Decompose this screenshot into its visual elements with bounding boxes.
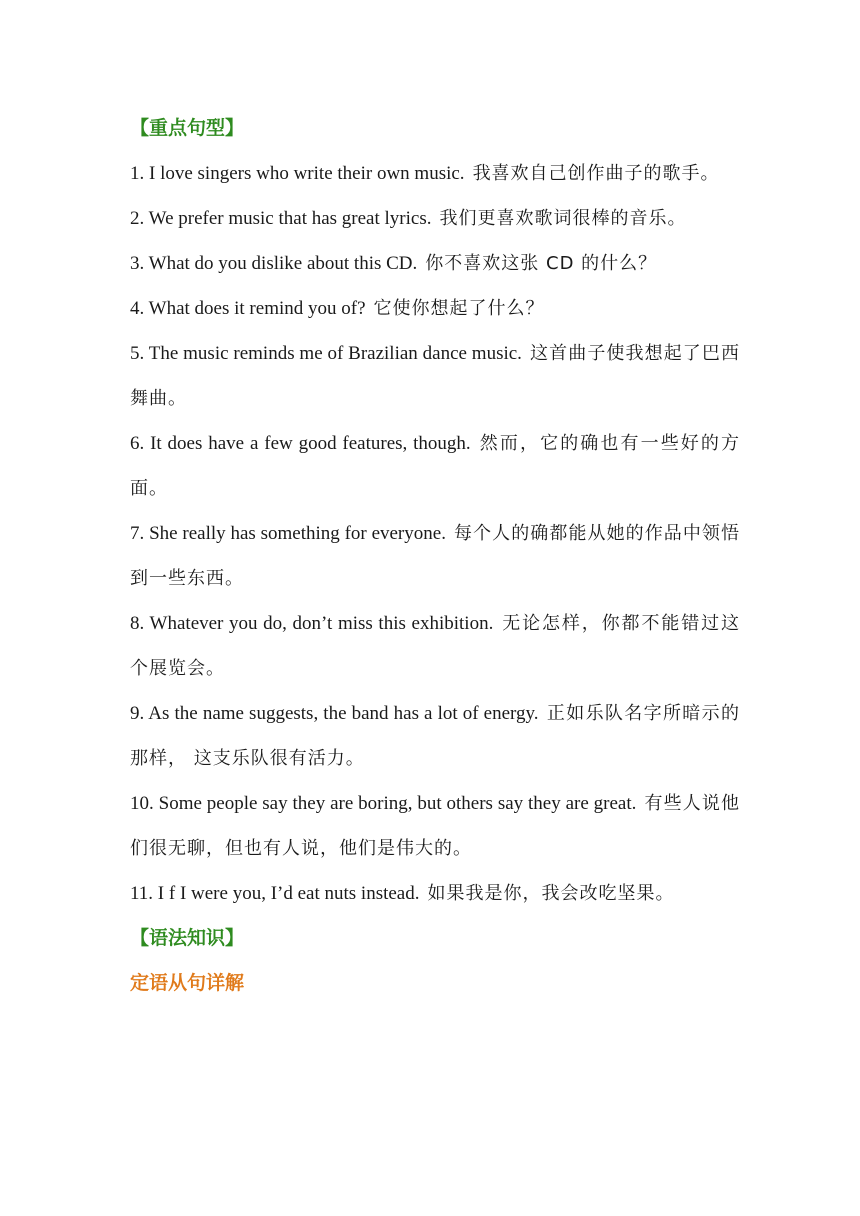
sentence-chinese: 你不喜欢这张 CD 的什么？ xyxy=(425,253,658,274)
sentence-english: 5. The music reminds me of Brazilian dance music. xyxy=(130,343,522,364)
sentence-chinese: 我喜欢自己创作曲子的歌手。 xyxy=(472,163,720,184)
sentence-chinese: 我们更喜欢歌词很棒的音乐。 xyxy=(439,208,687,229)
sentence-chinese: 然而，它的确也有一些好的方面。 xyxy=(130,433,741,499)
sentence-item xyxy=(130,151,740,196)
sentence-item xyxy=(130,871,740,916)
sentence-chinese: 这首曲子使我想起了巴西舞曲。 xyxy=(130,343,741,409)
sentence-english: 7. She really has something for everyone. xyxy=(130,523,446,544)
sentence-item xyxy=(130,421,740,511)
sentence-item xyxy=(130,286,740,331)
sentence-chinese: 每个人的确都能从她的作品中领悟到一些东西。 xyxy=(130,523,741,589)
sentence-chinese: 有些人说他们很无聊，但也有人说，他们是伟大的。 xyxy=(130,793,740,859)
sentence-item xyxy=(130,241,740,286)
sentence-english: 8. Whatever you do, don’t miss this exhibition. xyxy=(130,613,494,634)
sentence-english: 2. We prefer music that has great lyrics. xyxy=(130,208,432,229)
sentence-chinese: 无论怎样，你都不能错过这个展览会。 xyxy=(130,613,740,679)
key-sentences-list xyxy=(130,151,740,916)
sentence-item xyxy=(130,691,740,781)
sentence-english: 9. As the name suggests, the band has a lot of energy. xyxy=(130,703,539,724)
sentence-item xyxy=(130,781,740,871)
grammar-subheading: 定语从句详解 xyxy=(130,972,245,994)
sentence-item xyxy=(130,196,740,241)
sentence-english: 10. Some people say they are boring, but others say they are great. xyxy=(130,793,637,814)
sentence-item xyxy=(130,601,740,691)
document-page xyxy=(130,106,740,1006)
sentence-english: 6. It does have a few good features, though. xyxy=(130,433,471,454)
sentence-chinese: 它使你想起了什么？ xyxy=(373,298,545,319)
sentence-chinese: 正如乐队名字所暗示的那样， 这支乐队很有活力。 xyxy=(130,703,740,769)
sentence-english: 3. What do you dislike about this CD. xyxy=(130,253,418,274)
key-sentences-heading: 【重点句型】 xyxy=(130,117,245,139)
sentence-english: 1. I love singers who write their own music. xyxy=(130,163,465,184)
sentence-item xyxy=(130,331,740,421)
sentence-english: 4. What does it remind you of? xyxy=(130,298,366,319)
sentence-english: 11. I f I were you, I’d eat nuts instead. xyxy=(130,883,420,904)
sentence-item xyxy=(130,511,740,601)
sentence-chinese: 如果我是你，我会改吃坚果。 xyxy=(427,883,675,904)
grammar-heading: 【语法知识】 xyxy=(130,927,245,949)
